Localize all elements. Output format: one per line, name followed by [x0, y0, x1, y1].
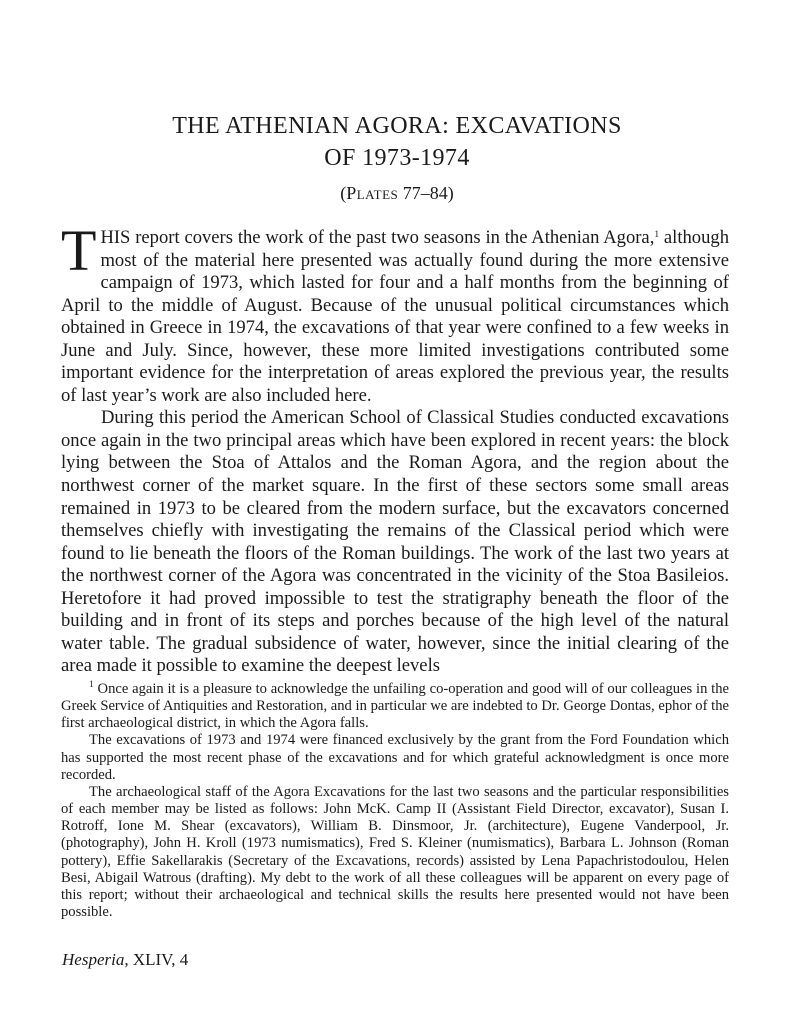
title-line-2: OF 1973-1974 — [324, 145, 470, 171]
article-title — [60, 110, 734, 174]
journal-name: Hesperia — [62, 950, 125, 969]
plates-reference — [60, 181, 734, 205]
drop-cap: T — [61, 218, 97, 283]
paragraph-1-text-b: although most of the material here presented was actually found during the more extensive campaign of 1973, which lasted for four and a half months from the beginning of April to the middle of August. Because of the unusual political circumstances which obtained in Greece in 1974, the excavations of that year were confined to a few weeks in June and July. Since, however, these more limited investigations contributed some important evidence for the interpretation of areas explored the previous year, the results of last year’s work are also included here. — [61, 227, 729, 406]
journal-volume: , XLIV, 4 — [124, 950, 189, 969]
footnote-reference[interactable]: 1 — [654, 230, 660, 240]
article-body — [61, 218, 729, 678]
footnote-2: The excavations of 1973 and 1974 were financed exclusively by the grant from the Ford Foundation which has supported the most recent phase of the excavations and for which grateful acknowledgment is once more recorded. — [61, 732, 729, 783]
title-line-1: THE ATHENIAN AGORA: EXCAVATIONS — [172, 113, 622, 139]
footnotes — [61, 681, 729, 921]
footnote-3: The archaeological staff of the Agora Excavations for the last two seasons and the particular responsibilities of each member may be listed as follows: John McK. Camp II (Assistant Field Director, excavator), Susan I. Rotroff, Ione M. Shear (excavators), William B. Dinsmoor, Jr. (architecture), Eugene Vanderpool, Jr. (photography), John H. Kroll (1973 numismatics), Fred S. Kleiner (numismatics), Barbara L. Johnson (Roman pottery), Effie Sakellarakis (Secretary of the Excavations, records) assisted by Lena Papachristodoulou, Helen Besi, Abigail Watrous (drafting). My debt to the work of all these colleagues will be apparent on every page of this report; without their archaeological and technical skills the results here presented would not have been possible. — [61, 783, 729, 921]
plates-open-paren: ( — [340, 183, 347, 203]
footnote-1 — [61, 681, 729, 732]
paragraph-1 — [61, 218, 729, 407]
plates-range: 77–84 — [402, 183, 448, 203]
footnote-1-marker: 1 — [89, 680, 94, 690]
paragraph-2: During this period the American School of Classical Studies conducted excavations once again in the two principal areas which have been explored in recent years: the block lying between the Stoa of Attalos and the Roman Agora, and the region about the northwest corner of the market square. In the first of these sectors some small areas remained in 1973 to be cleared from the modern surface, but the excavators concerned themselves chiefly with investigating the remains of the Classical period which were found to lie beneath the floors of the Roman buildings. The work of the last two years at the northwest corner of the Agora was concentrated in the vicinity of the Stoa Basileios. Heretofore it had proved impossible to test the stratigraphy beneath the floor of the building and in front of its steps and porches because of the high level of the natural water table. The gradual subsidence of water, however, since the initial clearing of the area made it possible to examine the deepest levels — [61, 407, 729, 677]
page-footer — [62, 950, 188, 970]
plates-close-paren: ) — [447, 183, 454, 203]
plates-word: Plates — [346, 183, 399, 203]
paragraph-1-text-a: HIS report covers the work of the past two seasons in the Athenian Agora, — [100, 227, 655, 248]
footnote-1-text: Once again it is a pleasure to acknowledge the unfailing co-operation and good will of our colleagues in the Greek Service of Antiquities and Restoration, and in particular we are indebted to Dr. George Dontas, ephor of the first archaeological district, in which the Agora falls. — [61, 681, 729, 732]
